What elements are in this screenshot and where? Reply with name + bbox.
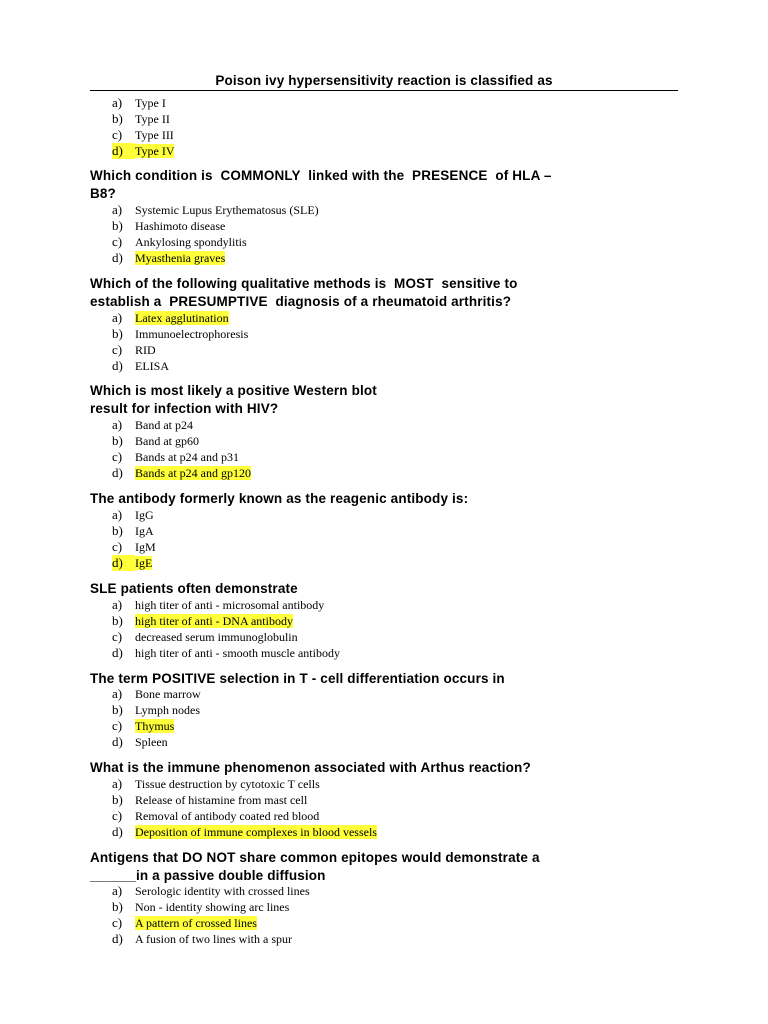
option-text: Band at gp60: [135, 434, 199, 448]
question-4-option-a: [112, 417, 251, 433]
title-underline: [90, 90, 678, 91]
option-text: Serologic identity with crossed lines: [135, 884, 310, 898]
option-letter: a): [112, 776, 123, 791]
option-text: Removal of antibody coated red blood: [135, 809, 320, 823]
option-letter: a): [112, 883, 123, 898]
option-text: Type IV: [135, 144, 175, 158]
question-6-option-b-answer: [112, 613, 340, 629]
question-4-line-2: result for infection with HIV?: [90, 401, 279, 416]
question-2-option-a: [112, 202, 319, 218]
question-7-option-d: [112, 734, 201, 750]
option-letter: b): [112, 899, 123, 914]
option-text: Release of histamine from mast cell: [135, 793, 308, 807]
question-8-option-d-answer: [112, 824, 377, 840]
option-text: Myasthenia graves: [135, 251, 226, 265]
question-8-option-a: [112, 776, 377, 792]
option-text: Bands at p24 and p31: [135, 450, 239, 464]
question-3-line-1: Which of the following qualitative methods is MOST sensitive to: [90, 276, 518, 291]
option-text: RID: [135, 343, 156, 357]
option-letter: c): [112, 234, 123, 249]
option-letter: b): [112, 702, 123, 717]
page-title: Poison ivy hypersensitivity reaction is classified as: [215, 73, 553, 88]
question-9-line-2: ______in a passive double diffusion: [90, 868, 326, 883]
question-7-option-a: [112, 686, 201, 702]
option-text: Type III: [135, 128, 174, 142]
option-text: ELISA: [135, 359, 169, 373]
question-3-option-c: [112, 342, 248, 358]
option-text: Lymph nodes: [135, 703, 200, 717]
option-letter: a): [112, 597, 123, 612]
option-text: IgM: [135, 540, 156, 554]
option-text: Bone marrow: [135, 687, 201, 701]
question-4-options: [112, 417, 251, 481]
option-letter: d): [112, 250, 123, 265]
option-letter: c): [112, 718, 123, 733]
option-text: decreased serum immunoglobulin: [135, 630, 298, 644]
option-text: high titer of anti - smooth muscle antibody: [135, 646, 340, 660]
question-4-line-1: Which is most likely a positive Western blot: [90, 383, 377, 398]
question-8-option-b: [112, 792, 377, 808]
option-letter: c): [112, 539, 123, 554]
option-text: IgA: [135, 524, 154, 538]
question-3-line-2: establish a PRESUMPTIVE diagnosis of a rheumatoid arthritis?: [90, 294, 512, 309]
question-1-option-a: [112, 95, 174, 111]
question-9-line-1: Antigens that DO NOT share common epitopes would demonstrate a: [90, 850, 540, 865]
question-7-options: [112, 686, 201, 750]
option-letter: d): [112, 931, 123, 946]
option-letter: b): [112, 111, 123, 126]
option-letter: a): [112, 95, 123, 110]
question-9-option-b: [112, 899, 310, 915]
option-text: high titer of anti - DNA antibody: [135, 614, 293, 628]
question-4-option-d-answer: [112, 465, 251, 481]
option-letter: b): [112, 613, 123, 628]
question-6-line-1: SLE patients often demonstrate: [90, 581, 298, 596]
option-text: Deposition of immune complexes in blood vessels: [135, 825, 377, 839]
option-letter: c): [112, 449, 123, 464]
option-text: Tissue destruction by cytotoxic T cells: [135, 777, 320, 791]
option-letter: b): [112, 523, 123, 538]
question-6-option-a: [112, 597, 340, 613]
question-5-options: [112, 507, 156, 571]
question-6-option-c: [112, 629, 340, 645]
option-text: Type I: [135, 96, 166, 110]
question-5-line-1: The antibody formerly known as the reagenic antibody is:: [90, 491, 469, 506]
question-6-options: [112, 597, 340, 661]
option-letter: c): [112, 915, 123, 930]
option-letter: d): [112, 465, 123, 480]
question-2-option-c: [112, 234, 319, 250]
question-4-option-b: [112, 433, 251, 449]
option-text: Type II: [135, 112, 170, 126]
option-letter: a): [112, 202, 123, 217]
question-3-option-b: [112, 326, 248, 342]
question-3-options: [112, 310, 248, 374]
option-text: Bands at p24 and gp120: [135, 466, 251, 480]
option-text: Ankylosing spondylitis: [135, 235, 247, 249]
question-5-option-b: [112, 523, 156, 539]
question-1-option-b: [112, 111, 174, 127]
option-letter: a): [112, 507, 123, 522]
option-letter: d): [112, 143, 135, 159]
question-4-option-c: [112, 449, 251, 465]
question-2-option-d-answer: [112, 250, 319, 266]
question-6-option-d: [112, 645, 340, 661]
option-letter: b): [112, 792, 123, 807]
question-1-option-c: [112, 127, 174, 143]
question-7-option-c-answer: [112, 718, 201, 734]
option-text: IgG: [135, 508, 154, 522]
option-letter: a): [112, 310, 123, 325]
option-text: A pattern of crossed lines: [135, 916, 257, 930]
question-9-options: [112, 883, 310, 947]
option-letter: b): [112, 218, 123, 233]
option-text: IgE: [135, 556, 153, 570]
option-letter: c): [112, 127, 123, 142]
option-letter: d): [112, 734, 123, 749]
question-9-option-a: [112, 883, 310, 899]
question-7-line-1: The term POSITIVE selection in T - cell differentiation occurs in: [90, 671, 505, 686]
option-letter: b): [112, 433, 123, 448]
question-1-options: [112, 95, 174, 159]
option-text: Immunoelectrophoresis: [135, 327, 249, 341]
option-letter: d): [112, 358, 123, 373]
option-text: Latex agglutination: [135, 311, 229, 325]
question-3-option-d: [112, 358, 248, 374]
option-letter: b): [112, 326, 123, 341]
question-2-options: [112, 202, 319, 266]
option-letter: a): [112, 417, 123, 432]
option-letter: d): [112, 555, 135, 571]
question-3-option-a-answer: [112, 310, 248, 326]
option-letter: c): [112, 342, 123, 357]
question-2-line-2: B8?: [90, 186, 116, 201]
question-8-options: [112, 776, 377, 840]
option-text: Systemic Lupus Erythematosus (SLE): [135, 203, 319, 217]
option-text: Non - identity showing arc lines: [135, 900, 290, 914]
question-9-option-c-answer: [112, 915, 310, 931]
question-2-line-1: Which condition is COMMONLY linked with the PRESENCE of HLA –: [90, 168, 552, 183]
question-8-option-c: [112, 808, 377, 824]
option-letter: d): [112, 824, 123, 839]
option-letter: d): [112, 645, 123, 660]
option-letter: a): [112, 686, 123, 701]
question-5-option-c: [112, 539, 156, 555]
option-letter: c): [112, 808, 123, 823]
question-9-option-d: [112, 931, 310, 947]
option-text: Spleen: [135, 735, 168, 749]
option-text: Band at p24: [135, 418, 193, 432]
question-7-option-b: [112, 702, 201, 718]
question-1-option-d-answer: [112, 143, 174, 159]
question-8-line-1: What is the immune phenomenon associated with Arthus reaction?: [90, 760, 531, 775]
question-5-option-a: [112, 507, 156, 523]
option-letter: c): [112, 629, 123, 644]
option-text: Hashimoto disease: [135, 219, 226, 233]
option-text: high titer of anti - microsomal antibody: [135, 598, 325, 612]
question-5-option-d-answer: [112, 555, 156, 571]
question-2-option-b: [112, 218, 319, 234]
option-text: A fusion of two lines with a spur: [135, 932, 292, 946]
option-text: Thymus: [135, 719, 175, 733]
